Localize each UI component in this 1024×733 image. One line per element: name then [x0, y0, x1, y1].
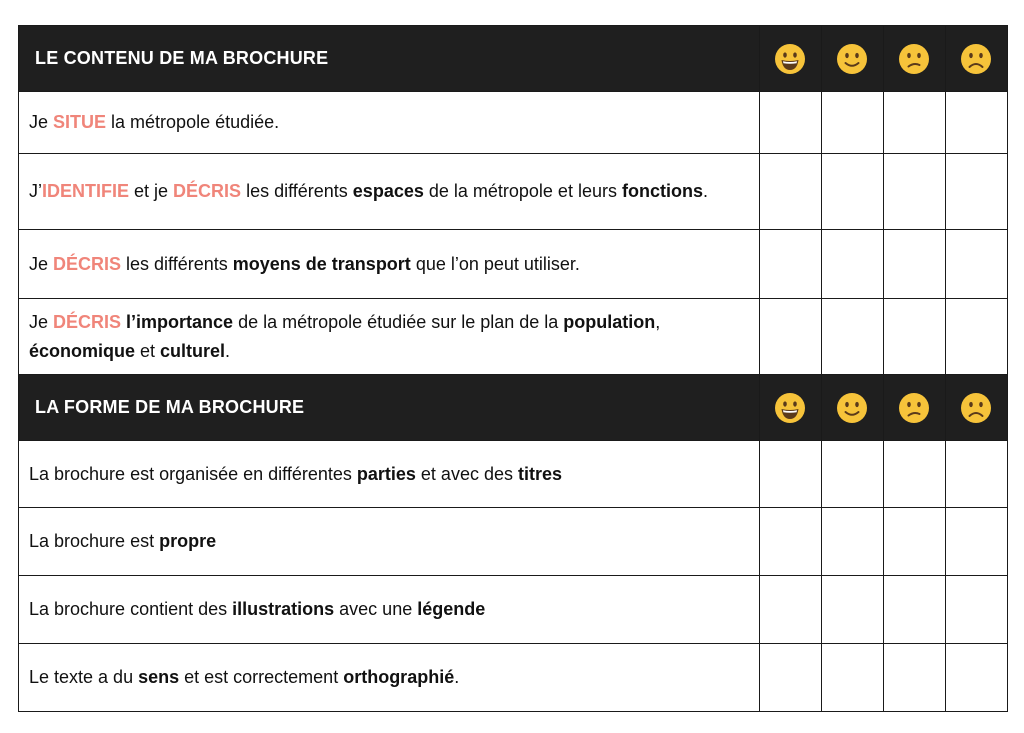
rating-cell-frowning[interactable] — [945, 644, 1007, 712]
section-title: LA FORME DE MA BROCHURE — [19, 375, 760, 441]
rating-cell-smiling[interactable] — [821, 576, 883, 644]
slightly-smiling-face-icon — [836, 392, 868, 424]
rating-cell-frowning[interactable] — [945, 508, 1007, 576]
section-header-contenu — [19, 26, 1008, 92]
rating-cell-grinning[interactable] — [759, 508, 821, 576]
criterion-row — [19, 644, 1008, 712]
rating-cell-grinning[interactable] — [759, 230, 821, 299]
rating-cell-confused[interactable] — [883, 644, 945, 712]
criterion-row — [19, 441, 1008, 508]
rating-cell-confused[interactable] — [883, 508, 945, 576]
criterion-row — [19, 230, 1008, 299]
frowning-face-icon — [960, 43, 992, 75]
rating-cell-smiling[interactable] — [821, 92, 883, 154]
rating-cell-frowning[interactable] — [945, 441, 1007, 508]
criterion-row — [19, 299, 1008, 375]
rating-cell-frowning[interactable] — [945, 299, 1007, 375]
criterion-text: Je DÉCRIS l’importance de la métropole étudiée sur le plan de la population, économique et culturel. — [19, 299, 760, 375]
rating-cell-grinning[interactable] — [759, 299, 821, 375]
rating-cell-confused[interactable] — [883, 154, 945, 230]
rating-cell-grinning[interactable] — [759, 154, 821, 230]
criterion-text: La brochure est organisée en différentes parties et avec des titres — [19, 441, 760, 508]
criterion-row — [19, 508, 1008, 576]
rating-cell-grinning[interactable] — [759, 644, 821, 712]
rating-cell-confused[interactable] — [883, 92, 945, 154]
criterion-text: J’IDENTIFIE et je DÉCRIS les différents espaces de la métropole et leurs fonctions. — [19, 154, 760, 230]
rating-cell-confused[interactable] — [883, 576, 945, 644]
rating-cell-smiling[interactable] — [821, 154, 883, 230]
grinning-face-icon — [774, 43, 806, 75]
criterion-text: La brochure contient des illustrations avec une légende — [19, 576, 760, 644]
grinning-face-icon — [774, 392, 806, 424]
criterion-row — [19, 576, 1008, 644]
rating-cell-frowning[interactable] — [945, 92, 1007, 154]
rating-cell-smiling[interactable] — [821, 441, 883, 508]
criterion-row — [19, 92, 1008, 154]
criterion-text: La brochure est propre — [19, 508, 760, 576]
rating-cell-smiling[interactable] — [821, 230, 883, 299]
rating-cell-frowning[interactable] — [945, 154, 1007, 230]
slightly-smiling-face-icon — [836, 43, 868, 75]
confused-face-icon — [898, 392, 930, 424]
rating-cell-grinning[interactable] — [759, 92, 821, 154]
rating-cell-smiling[interactable] — [821, 508, 883, 576]
frowning-face-icon — [960, 392, 992, 424]
section-header-forme — [19, 375, 1008, 441]
rating-cell-frowning[interactable] — [945, 230, 1007, 299]
section-title: LE CONTENU DE MA BROCHURE — [19, 26, 760, 92]
self-assessment-table — [18, 25, 1008, 712]
rating-cell-smiling[interactable] — [821, 299, 883, 375]
confused-face-icon — [898, 43, 930, 75]
rating-cell-confused[interactable] — [883, 299, 945, 375]
rating-cell-confused[interactable] — [883, 441, 945, 508]
rating-cell-smiling[interactable] — [821, 644, 883, 712]
criterion-text: Je DÉCRIS les différents moyens de transport que l’on peut utiliser. — [19, 230, 760, 299]
rating-cell-frowning[interactable] — [945, 576, 1007, 644]
rating-cell-grinning[interactable] — [759, 441, 821, 508]
criterion-text: Je SITUE la métropole étudiée. — [19, 92, 760, 154]
criterion-row — [19, 154, 1008, 230]
rating-cell-grinning[interactable] — [759, 576, 821, 644]
rating-cell-confused[interactable] — [883, 230, 945, 299]
criterion-text: Le texte a du sens et est correctement orthographié. — [19, 644, 760, 712]
